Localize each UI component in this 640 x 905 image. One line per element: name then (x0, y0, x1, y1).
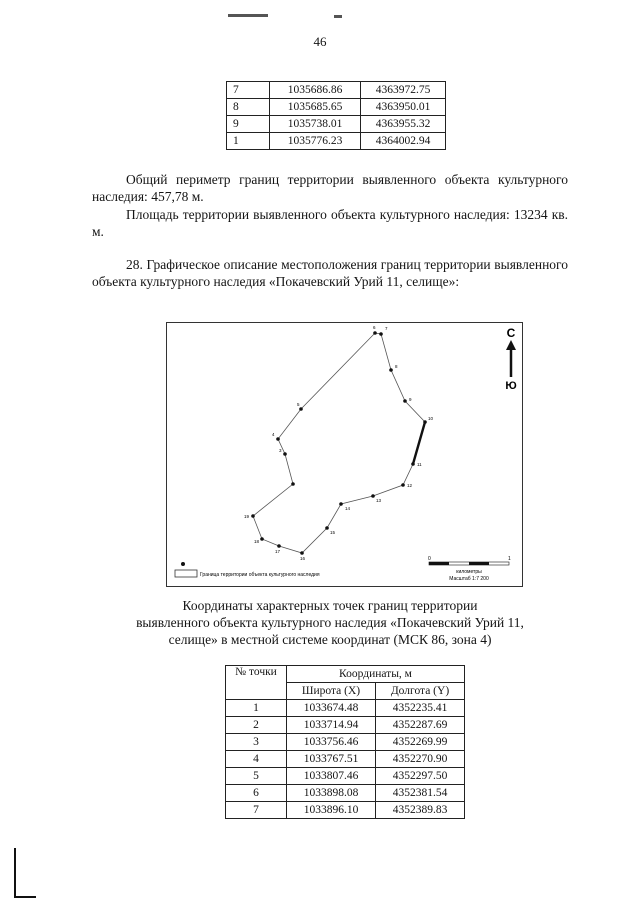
scale-ratio: Масштаб 1:7 200 (449, 576, 489, 582)
section-28-paragraph: 28. Графическое описание местоположения границ территории выявленного объекта культурного наследия «Покачевский Урий 11, селище»: (92, 257, 568, 289)
table-row (226, 802, 465, 819)
caption-line-3: селище» в местной системе координат (МСК 86, зона 4) (168, 632, 492, 647)
longitude-cell: 4363972.75 (361, 82, 446, 99)
longitude-cell: 4363950.01 (361, 99, 446, 116)
latitude-cell: 1035738.01 (270, 116, 361, 133)
longitude-cell: 4352287.69 (376, 717, 465, 734)
vertex-label: 17 (275, 549, 281, 554)
coordinates-table-continued (226, 81, 446, 150)
point-number-cell: 6 (226, 785, 287, 802)
point-number-cell: 9 (227, 116, 270, 133)
legend-text: Граница территории объекта культурного наследия (200, 572, 320, 578)
vertex-label: 4 (272, 432, 275, 437)
scale-start: 0 (428, 556, 431, 562)
latitude-cell: 1033807.46 (287, 768, 376, 785)
boundary-vertex (325, 526, 329, 530)
perimeter-paragraph: Общий периметр границ территории выявленного объекта культурного наследия: 457,78 м. (92, 172, 568, 204)
scan-speck (334, 15, 342, 18)
table-row (227, 82, 446, 99)
legend-point-icon (181, 562, 185, 566)
point-number-cell: 5 (226, 768, 287, 785)
vertex-label: 6 (373, 325, 376, 330)
vertex-label: 10 (428, 416, 434, 421)
area-paragraph: Площадь территории выявленного объекта культурного наследия: 13234 кв. м. (92, 207, 568, 239)
table-row (226, 751, 465, 768)
longitude-cell: 4352389.83 (376, 802, 465, 819)
vertex-label: 15 (330, 530, 336, 535)
boundary-vertex (251, 514, 255, 518)
vertex-label: 14 (345, 506, 351, 511)
scale-bar-fill (469, 562, 489, 565)
table-row (227, 116, 446, 133)
boundary-polygon (253, 333, 425, 553)
north-arrow-head (506, 340, 516, 350)
boundary-vertex (260, 537, 264, 541)
vertex-label: 5 (297, 402, 300, 407)
boundary-vertex (403, 399, 407, 403)
boundary-vertex (423, 420, 427, 424)
table-row (226, 700, 465, 717)
vertex-label: 16 (300, 556, 306, 561)
latitude-cell: 1033674.48 (287, 700, 376, 717)
boundary-vertex (276, 437, 280, 441)
vertex-label: 11 (417, 462, 422, 467)
boundary-vertex (299, 407, 303, 411)
vertex-label: 7 (385, 326, 388, 331)
boundary-vertex (371, 494, 375, 498)
vertex-label: 18 (254, 539, 260, 544)
page-number: 46 (313, 34, 327, 49)
south-label: Ю (505, 380, 517, 392)
latitude-cell: 1033898.08 (287, 785, 376, 802)
point-number-cell: 1 (226, 700, 287, 717)
longitude-cell: 4352381.54 (376, 785, 465, 802)
longitude-cell: 4352297.50 (376, 768, 465, 785)
point-number-cell: 8 (227, 99, 270, 116)
legend-boundary-icon (175, 570, 197, 577)
caption-line-1: Координаты характерных точек границ территории (182, 598, 478, 613)
scan-speck (228, 14, 268, 17)
table-row (226, 717, 465, 734)
boundary-vertex (389, 368, 393, 372)
table-row (227, 99, 446, 116)
vertex-label: 9 (409, 397, 412, 402)
header-longitude: Долгота (Y) (376, 683, 465, 700)
table-row (227, 133, 446, 150)
boundary-vertex (379, 332, 383, 336)
point-number-cell: 7 (227, 82, 270, 99)
longitude-cell: 4363955.32 (361, 116, 446, 133)
point-number-cell: 7 (226, 802, 287, 819)
scale-bar-fill (429, 562, 449, 565)
north-label: С (506, 326, 516, 340)
longitude-cell: 4352270.90 (376, 751, 465, 768)
vertex-label: 13 (376, 498, 382, 503)
boundary-vertex (401, 483, 405, 487)
scale-units: километры (456, 569, 482, 575)
latitude-cell: 1035685.65 (270, 99, 361, 116)
latitude-cell: 1033714.94 (287, 717, 376, 734)
table-row (226, 734, 465, 751)
latitude-cell: 1033756.46 (287, 734, 376, 751)
table-row (226, 768, 465, 785)
boundary-emphasis (413, 422, 425, 464)
point-number-cell: 2 (226, 717, 287, 734)
latitude-cell: 1033896.10 (287, 802, 376, 819)
boundary-vertex (283, 452, 287, 456)
vertex-label: 19 (244, 514, 250, 519)
table-caption (92, 597, 568, 648)
boundary-vertex (373, 331, 377, 335)
vertex-label: 8 (395, 364, 398, 369)
boundary-vertex (411, 462, 415, 466)
table-row (226, 785, 465, 802)
coordinates-table (225, 665, 465, 819)
scale-end: 1 (508, 556, 511, 562)
boundary-vertex (291, 482, 295, 486)
boundary-map-drawing (167, 323, 522, 586)
caption-line-2: выявленного объекта культурного наследия «Покачевский Урий 11, (136, 615, 524, 630)
longitude-cell: 4364002.94 (361, 133, 446, 150)
boundary-vertex (300, 551, 304, 555)
margin-mark (14, 896, 36, 898)
longitude-cell: 4352235.41 (376, 700, 465, 717)
latitude-cell: 1035776.23 (270, 133, 361, 150)
header-coordinates: Координаты, м (287, 666, 465, 683)
header-latitude: Широта (X) (287, 683, 376, 700)
point-number-cell: 3 (226, 734, 287, 751)
latitude-cell: 1033767.51 (287, 751, 376, 768)
vertex-label: 3 (279, 448, 282, 453)
boundary-map (166, 322, 523, 587)
point-number-cell: 4 (226, 751, 287, 768)
boundary-vertex (277, 544, 281, 548)
margin-mark (14, 848, 16, 898)
vertex-label: 12 (407, 483, 413, 488)
boundary-vertex (339, 502, 343, 506)
header-point-number: № точки (226, 666, 287, 700)
latitude-cell: 1035686.86 (270, 82, 361, 99)
point-number-cell: 1 (227, 133, 270, 150)
longitude-cell: 4352269.99 (376, 734, 465, 751)
